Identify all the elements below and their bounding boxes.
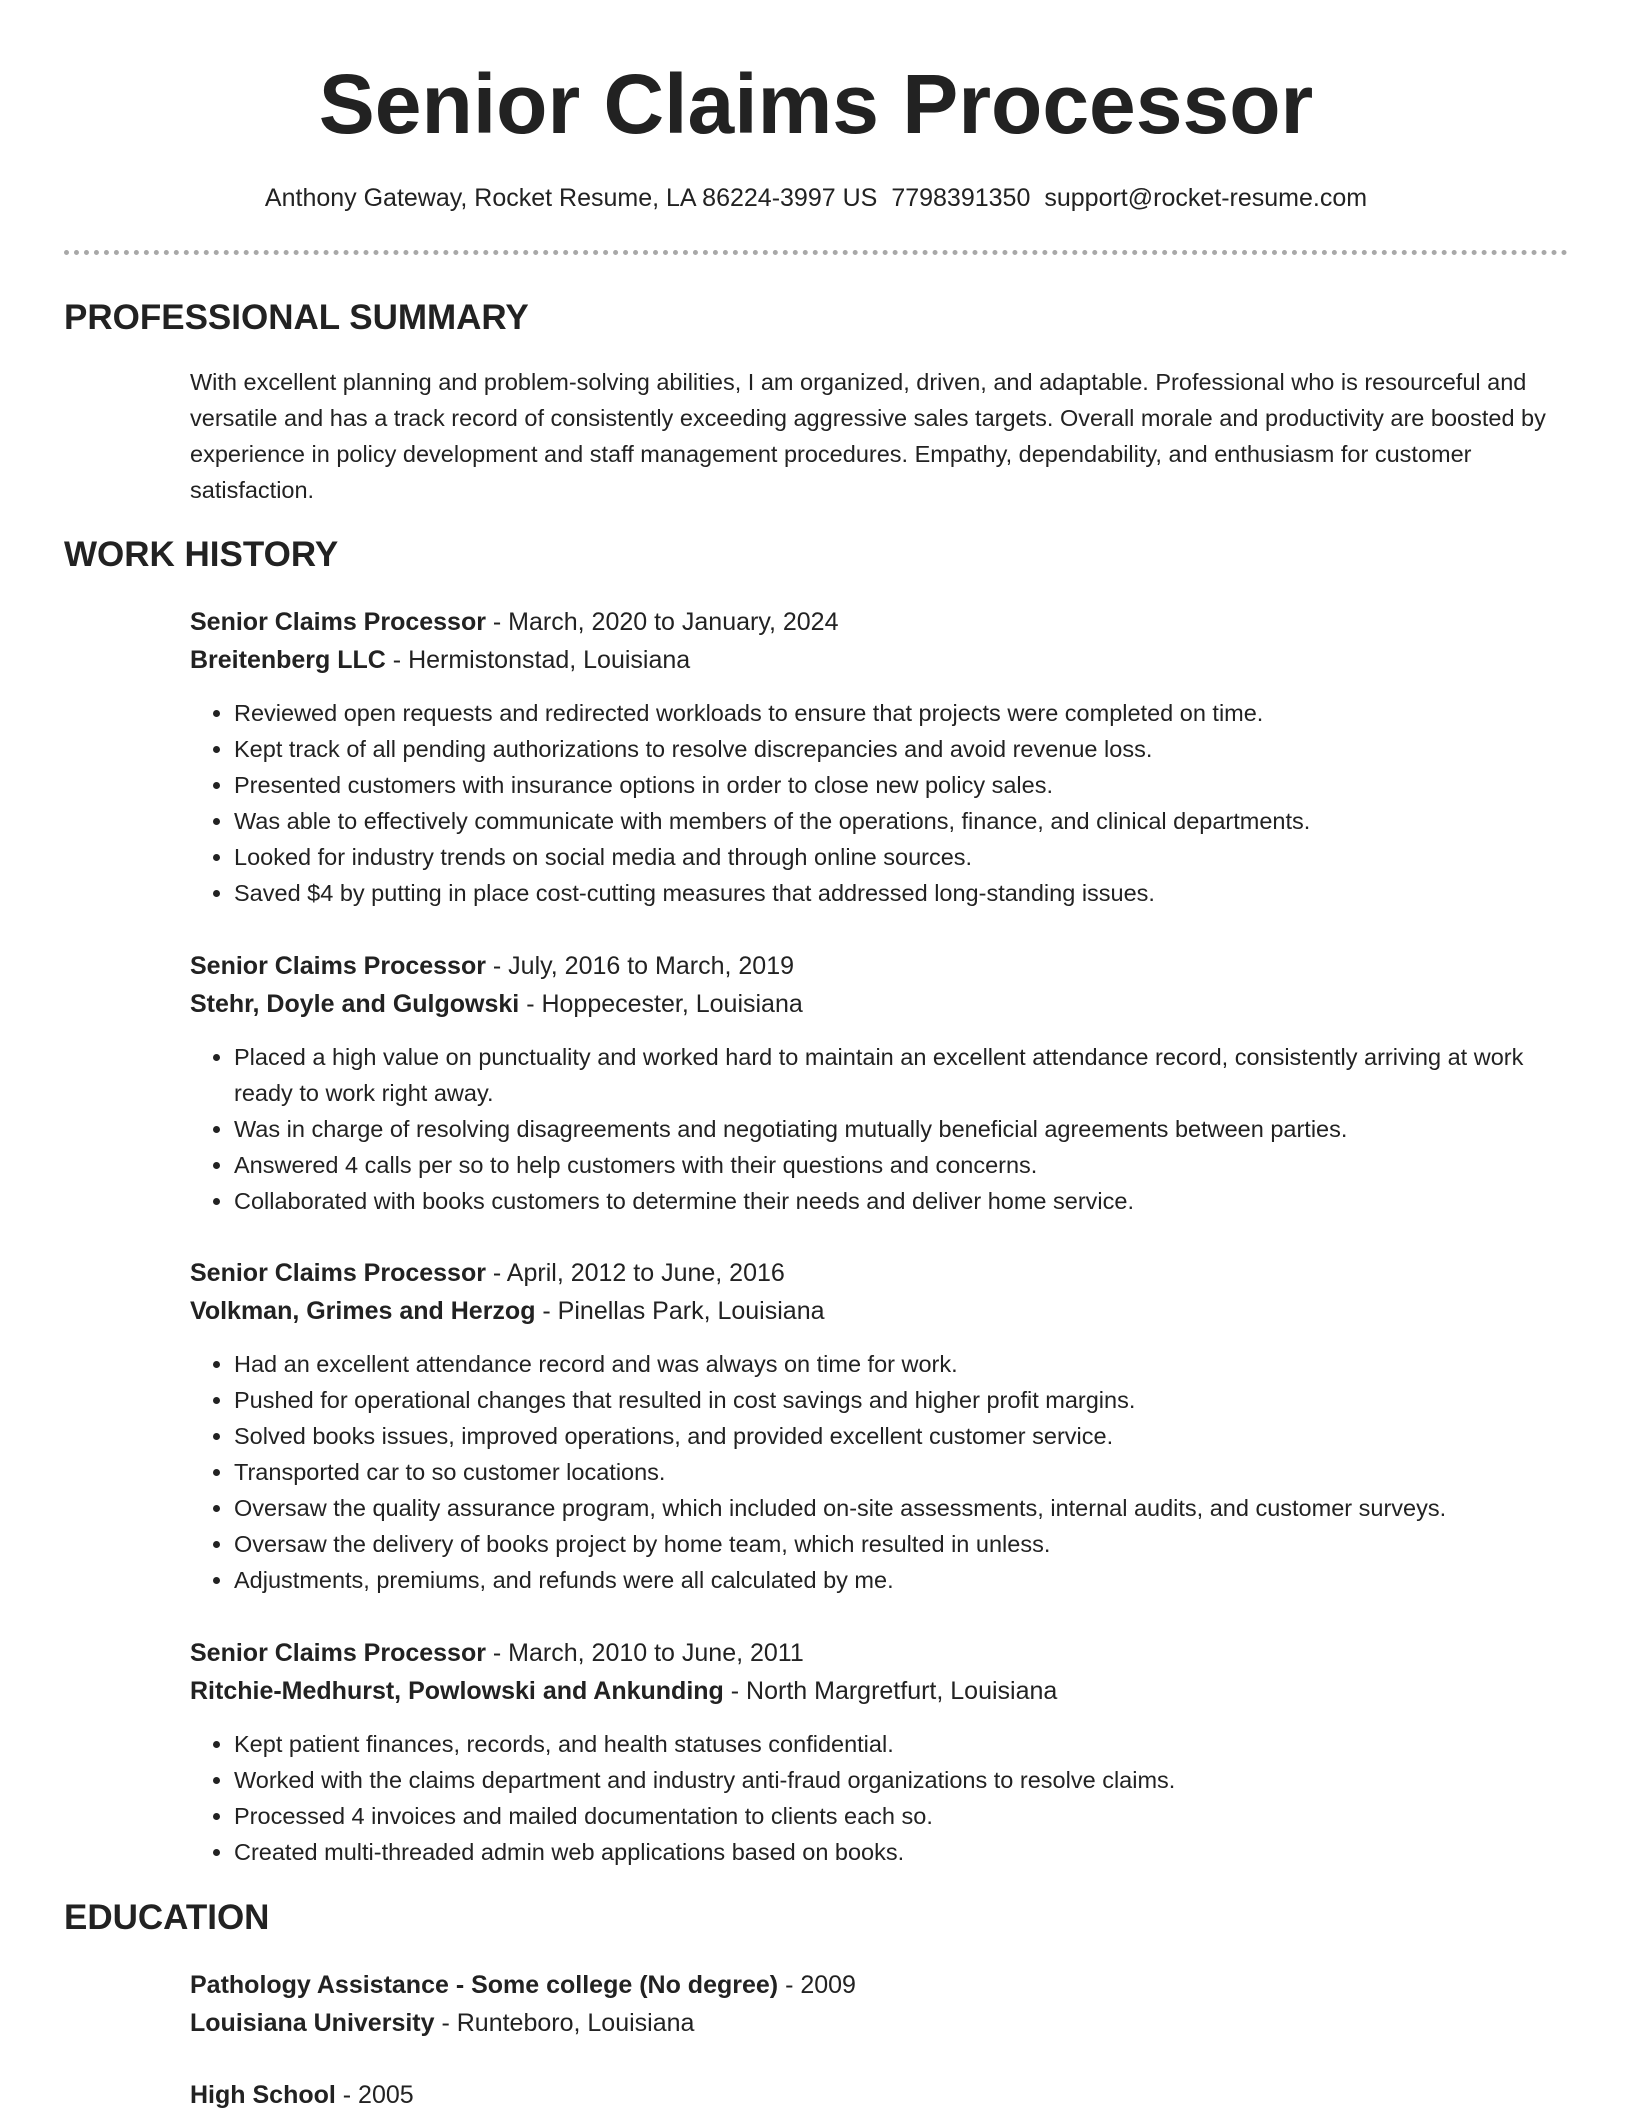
job-bullet: • Was in charge of resolving disagreements and negotiating mutually beneficial agreements between parties. <box>234 1111 1570 1147</box>
job-title: Senior Claims Processor <box>190 1259 486 1287</box>
job-title-line <box>190 1634 1570 1672</box>
job-location: - Pinellas Park, Louisiana <box>535 1297 825 1325</box>
job-entry-1 <box>190 603 1570 911</box>
contact-phone: 7798391350 <box>891 184 1031 212</box>
job-entry-4 <box>190 1634 1570 1870</box>
job-location: - North Margretfurt, Louisiana <box>723 1677 1058 1705</box>
job-location: - Hermistonstad, Louisiana <box>385 646 691 674</box>
job-bullet: • Solved books issues, improved operations, and provided excellent customer service. <box>234 1418 1570 1454</box>
job-bullet: • Processed 4 invoices and mailed documentation to clients each so. <box>234 1798 1570 1834</box>
job-bullet: • Looked for industry trends on social media and through online sources. <box>234 839 1570 875</box>
header-divider <box>64 250 1568 255</box>
job-entry-2 <box>190 947 1570 1219</box>
job-company-line <box>190 1672 1570 1710</box>
education-school-line <box>190 2004 1570 2042</box>
job-dates: - March, 2010 to June, 2011 <box>485 1639 804 1667</box>
job-bullet: • Reviewed open requests and redirected workloads to ensure that projects were completed on time. <box>234 695 1570 731</box>
education-location: - Runteboro, Louisiana <box>434 2009 695 2037</box>
job-bullets <box>190 695 1570 911</box>
job-bullet: • Placed a high value on punctuality and worked hard to maintain an excellent attendance record, consistently arriving at work ready to work right away. <box>234 1039 1570 1111</box>
education-degree: High School <box>190 2081 336 2109</box>
summary-text: With excellent planning and problem-solving abilities, I am organized, driven, and adaptable. Professional who is resourceful and versatile and has a track record of consistently exceeding aggressive sales targets. Overall morale and productivity are boosted by experience in policy development and staff management procedures. Empathy, dependability, and enthusiasm for customer satisfaction. <box>190 369 1546 503</box>
job-title: Senior Claims Processor <box>190 1639 486 1667</box>
contact-address: Anthony Gateway, Rocket Resume, LA 86224-3997 US <box>264 184 878 212</box>
job-bullet: • Worked with the claims department and industry anti-fraud organizations to resolve claims. <box>234 1762 1570 1798</box>
job-company-line <box>190 985 1570 1023</box>
job-title-line <box>190 1254 1570 1292</box>
job-title-line <box>190 603 1570 641</box>
job-bullet: • Kept track of all pending authorizations to resolve discrepancies and avoid revenue loss. <box>234 731 1570 767</box>
job-bullet: • Was able to effectively communicate with members of the operations, finance, and clinical departments. <box>234 803 1570 839</box>
job-company: Volkman, Grimes and Herzog <box>190 1297 536 1325</box>
education-entry-2 <box>190 2076 1570 2114</box>
job-bullets <box>190 1346 1570 1598</box>
education-degree-line <box>190 2076 1570 2114</box>
job-bullet: • Collaborated with books customers to determine their needs and deliver home service. <box>234 1183 1570 1219</box>
education-degree-line <box>190 1966 1570 2004</box>
job-bullet: • Kept patient finances, records, and health statuses confidential. <box>234 1726 1570 1762</box>
job-bullet: • Presented customers with insurance options in order to close new policy sales. <box>234 767 1570 803</box>
education-year: - 2005 <box>335 2081 414 2109</box>
job-title: Senior Claims Processor <box>190 608 486 636</box>
resume-title: Senior Claims Processor <box>318 57 1314 151</box>
work-history-heading: WORK HISTORY <box>64 535 339 574</box>
job-bullet: • Had an excellent attendance record and was always on time for work. <box>234 1346 1570 1382</box>
job-company-line <box>190 641 1570 679</box>
education-year: - 2009 <box>778 1971 856 1999</box>
job-company: Stehr, Doyle and Gulgowski <box>190 990 520 1018</box>
education-school: Louisiana University <box>190 2009 435 2037</box>
education-heading: EDUCATION <box>64 1898 270 1937</box>
job-bullet: • Answered 4 calls per so to help customers with their questions and concerns. <box>234 1147 1570 1183</box>
job-dates: - July, 2016 to March, 2019 <box>485 952 795 980</box>
job-title-line <box>190 947 1570 985</box>
job-company: Breitenberg LLC <box>190 646 386 674</box>
job-location: - Hoppecester, Louisiana <box>519 990 803 1018</box>
job-bullet: • Pushed for operational changes that resulted in cost savings and higher profit margins. <box>234 1382 1570 1418</box>
job-bullet: • Adjustments, premiums, and refunds were all calculated by me. <box>234 1562 1570 1598</box>
job-bullet: • Oversaw the delivery of books project by home team, which resulted in unless. <box>234 1526 1570 1562</box>
education-degree: Pathology Assistance - Some college (No degree) <box>190 1971 779 1999</box>
job-company-line <box>190 1292 1570 1330</box>
job-bullets <box>190 1039 1570 1219</box>
job-bullet: • Saved $4 by putting in place cost-cutting measures that addressed long-standing issues. <box>234 875 1570 911</box>
summary-heading: PROFESSIONAL SUMMARY <box>64 298 529 337</box>
job-bullet: • Transported car to so customer locations. <box>234 1454 1570 1490</box>
job-company: Ritchie-Medhurst, Powlowski and Ankunding <box>190 1677 724 1705</box>
contact-email: support@rocket-resume.com <box>1044 184 1368 212</box>
job-title: Senior Claims Processor <box>190 952 486 980</box>
job-bullets <box>190 1726 1570 1870</box>
job-dates: - March, 2020 to January, 2024 <box>485 608 839 636</box>
job-dates: - April, 2012 to June, 2016 <box>485 1259 785 1287</box>
contact-line <box>64 180 1568 216</box>
job-bullet: • Oversaw the quality assurance program, which included on-site assessments, internal audits, and customer surveys. <box>234 1490 1570 1526</box>
job-bullet: • Created multi-threaded admin web applications based on books. <box>234 1834 1570 1870</box>
job-entry-3 <box>190 1254 1570 1598</box>
education-entry-1 <box>190 1966 1570 2042</box>
